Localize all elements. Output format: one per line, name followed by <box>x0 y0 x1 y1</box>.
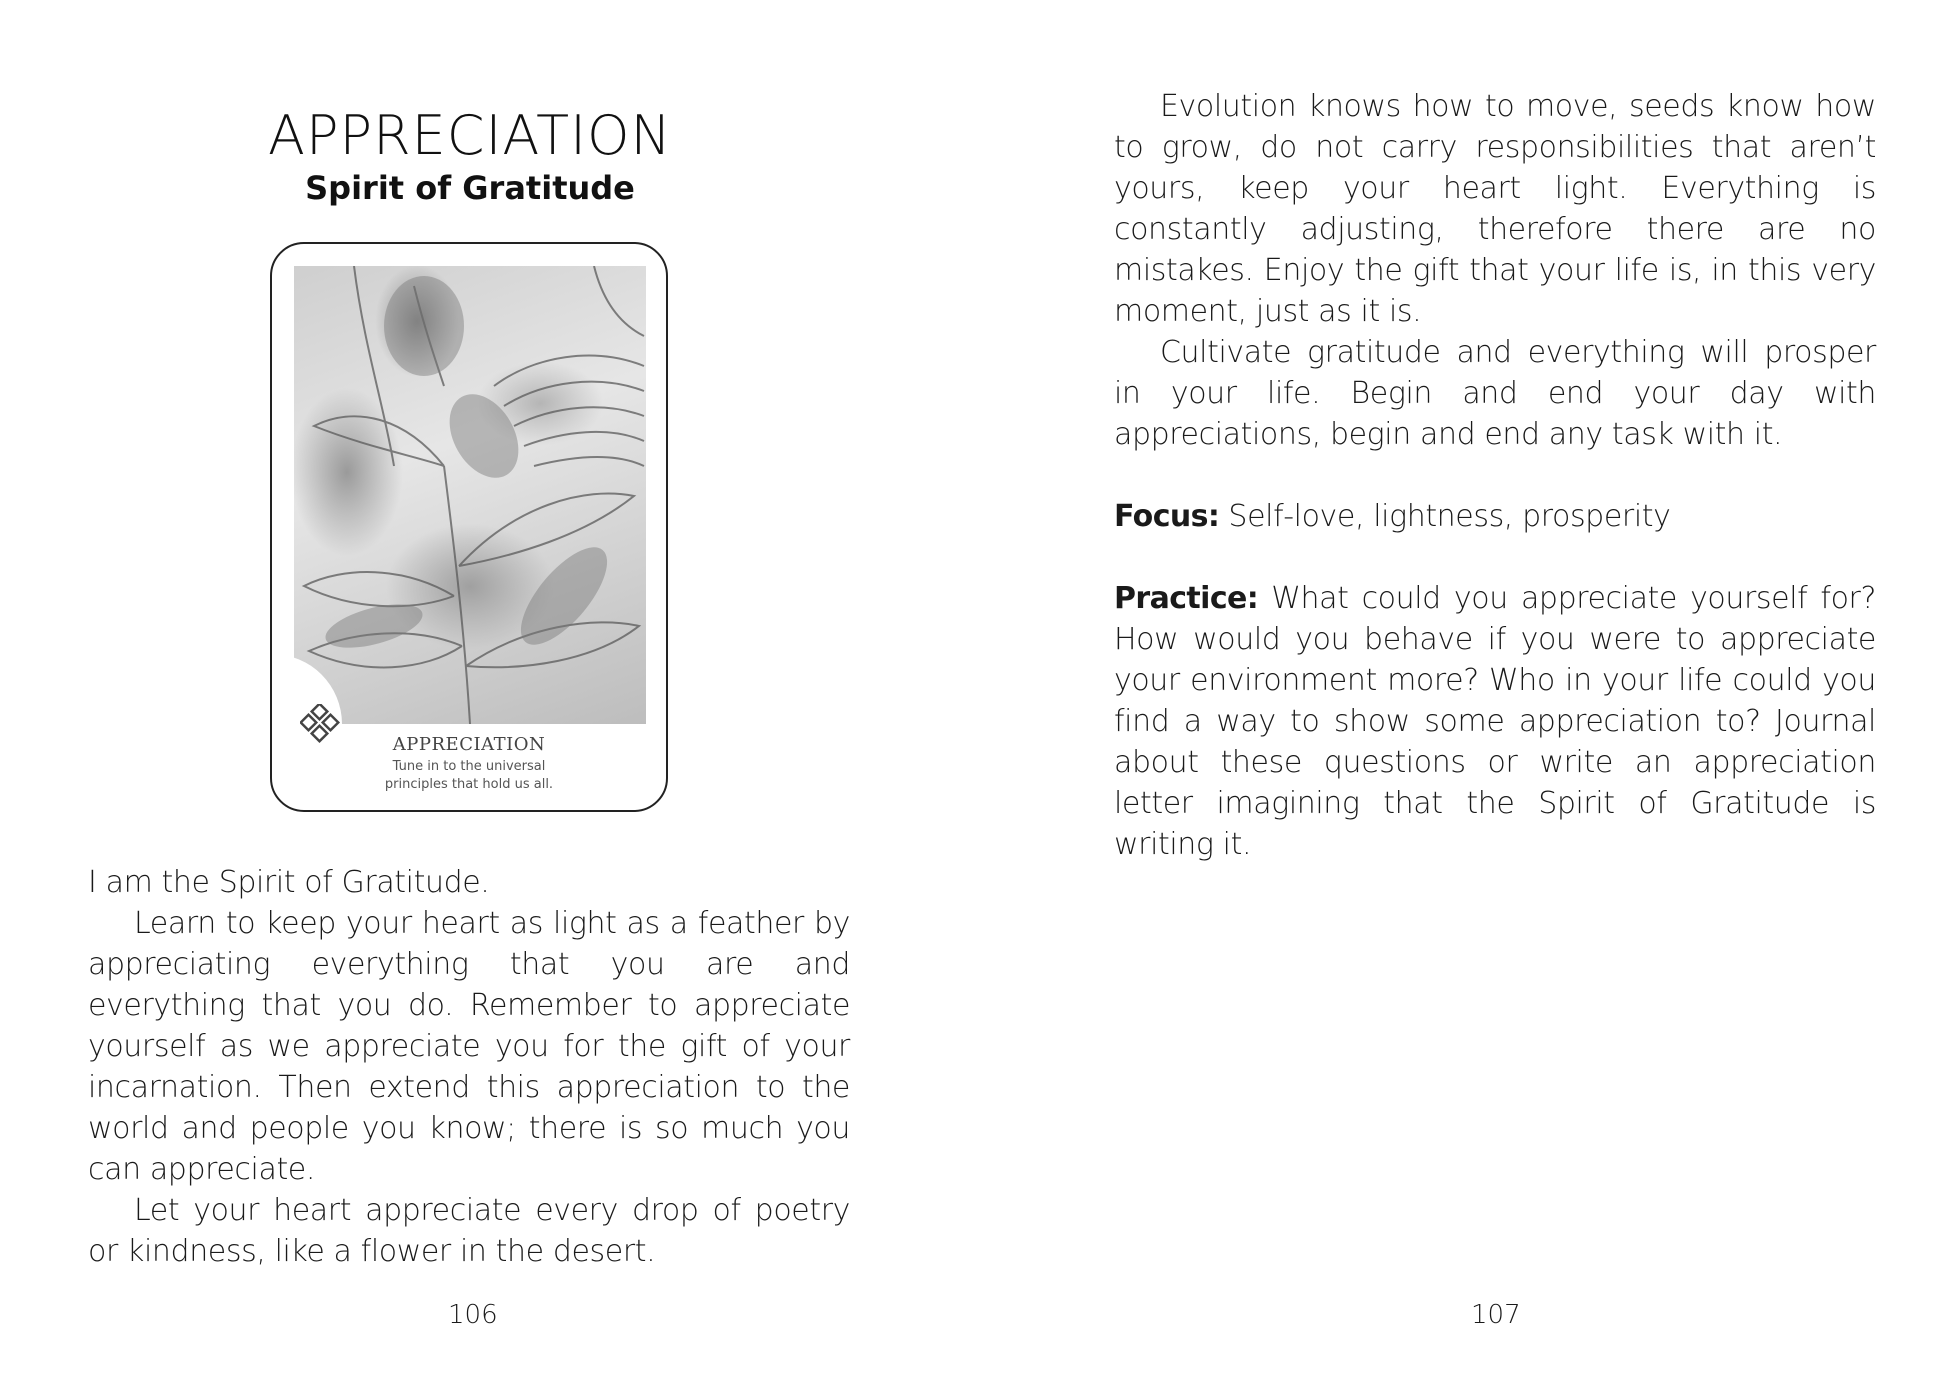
focus-text: Self-love, lightness, prosperity <box>1219 499 1671 534</box>
practice-text: What could you appreciate yourself for? How would you behave if you were to appreciate your environment more? Who in your life could you find a way to show some appreciation to? Journal about these questions or write an appreciation letter imagining that the Spirit of Gratitude is writing it. <box>1114 581 1876 862</box>
leaf-sketch-icon <box>294 266 646 724</box>
right-body-text <box>1114 86 1876 865</box>
practice-section <box>1114 578 1876 865</box>
page-number: 107 <box>1471 1300 1521 1330</box>
chapter-subtitle: Spirit of Gratitude <box>305 169 635 207</box>
chapter-title: APPRECIATION <box>268 104 672 167</box>
focus-section <box>1114 496 1876 537</box>
paragraph: Cultivate gratitude and everything will prosper in your life. Begin and end your day with appreciations, begin and end any task with it. <box>1114 335 1876 452</box>
card-tagline-line-1: Tune in to the universal <box>392 759 546 774</box>
paragraph-intro: I am the Spirit of Gratitude. <box>88 865 490 900</box>
practice-label: Practice: <box>1114 581 1259 616</box>
paragraph: Evolution knows how to move, seeds know how to grow, do not carry responsibilities that aren’t yours, keep your heart light. Everything is constantly adjusting, therefore there are no mistakes. Enjoy the gift that your life is, in this very moment, just as it is. <box>1114 89 1876 329</box>
paragraph: Let your heart appreciate every drop of poetry or kindness, like a flower in the desert. <box>88 1193 850 1269</box>
focus-label: Focus: <box>1114 499 1220 534</box>
paragraph: Learn to keep your heart as light as a feather by appreciating everything that you are and everything that you do. Remember to appreciate yourself as we appreciate you for the gift of your incarnation. Then extend this appreciation to the world and people you know; there is so much you can appreciate. <box>88 906 850 1187</box>
spacer <box>1114 537 1876 578</box>
card-name: APPRECIATION <box>392 734 546 755</box>
page-number: 106 <box>448 1300 498 1330</box>
spacer <box>1114 455 1876 496</box>
card-tagline <box>272 758 666 794</box>
card-artwork <box>294 266 646 724</box>
oracle-card-image <box>270 242 668 812</box>
card-tagline-line-2: principles that hold us all. <box>384 777 554 792</box>
left-body-text <box>88 862 850 1272</box>
